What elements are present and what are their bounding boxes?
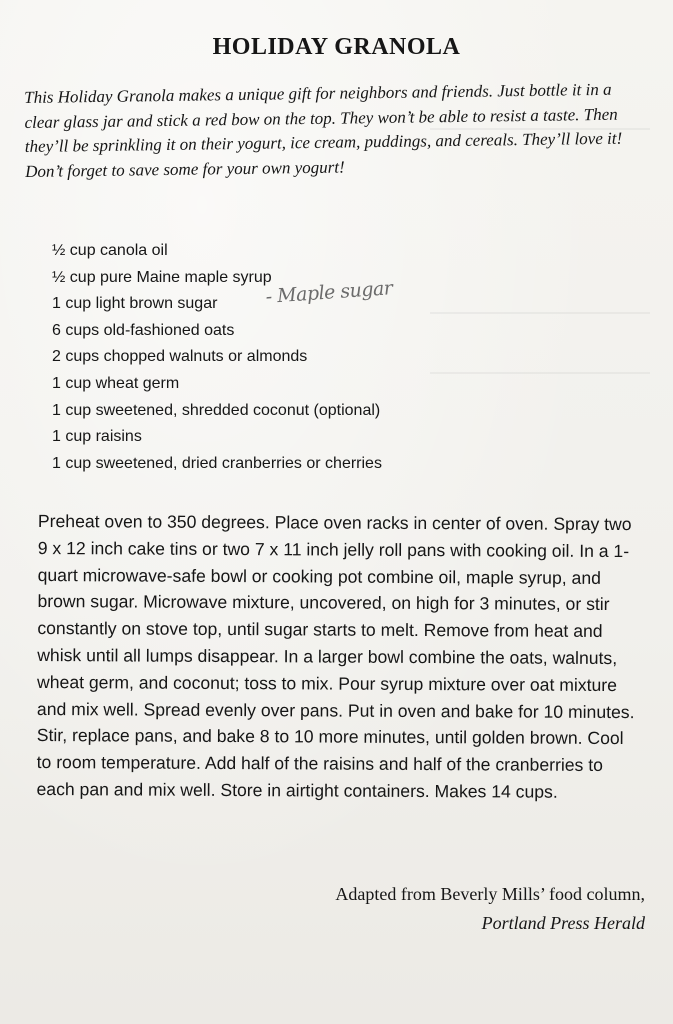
handwritten-note: - Maple sugar <box>265 277 394 308</box>
ingredient-item: 6 cups old-fashioned oats <box>52 321 235 339</box>
ingredient-item: 1 cup sweetened, shredded coconut (optional) <box>52 401 381 419</box>
attribution-source: Adapted from Beverly Mills’ food column, <box>335 884 645 904</box>
recipe-attribution <box>335 880 645 938</box>
ingredient-item: ½ cup canola oil <box>52 242 168 259</box>
bleed-through-mark <box>430 372 650 374</box>
ingredient-item: 1 cup wheat germ <box>52 374 180 392</box>
ingredient-item: ½ cup pure Maine maple syrup <box>52 268 272 286</box>
bleed-through-mark <box>430 312 650 314</box>
recipe-title: HOLIDAY GRANOLA <box>212 34 461 60</box>
ingredient-item: 1 cup sweetened, dried cranberries or cherries <box>52 454 382 472</box>
recipe-directions: Preheat oven to 350 degrees. Place oven racks in center of oven. Spray two 9 x 12 inch cake tins or two 7 x 11 inch jelly roll pans with cooking oil. In a 1-quart microwave-safe bowl or cooking pot combine oil, maple syrup, and brown sugar. Microwave mixture, uncovered, on high for 3 minutes, or stir constantly on stove top, until sugar starts to melt. Remove from heat and whisk until all lumps disappear. In a larger bowl combine the oats, walnuts, wheat germ, and coconut; toss to mix. Pour syrup mixture over oat mixture and mix well. Spread evenly over pans. Put in oven and bake for 10 minutes. Stir, replace pans, and bake 8 to 10 more minutes, until golden brown. Cool to room temperature. Add half of the raisins and half of the cranberries to each pan and mix well. Store in airtight containers. Makes 14 cups. <box>36 510 635 802</box>
recipe-intro: This Holiday Granola makes a unique gift for neighbors and friends. Just bottle it in a clear glass jar and stick a red bow on the top. They won’t be able to resist a taste. Then they’ll be sprinkling it on their yogurt, ice cream, puddings, and cereals. They’ll love it! Don’t forget to save some for your own yogurt! <box>24 79 623 181</box>
ingredient-list <box>52 238 382 477</box>
ingredient-item: 1 cup raisins <box>52 428 142 446</box>
attribution-publication: Portland Press Herald <box>481 913 645 933</box>
ingredient-item: 2 cups chopped walnuts or almonds <box>52 348 308 366</box>
ingredient-item: 1 cup light brown sugar <box>52 295 218 313</box>
